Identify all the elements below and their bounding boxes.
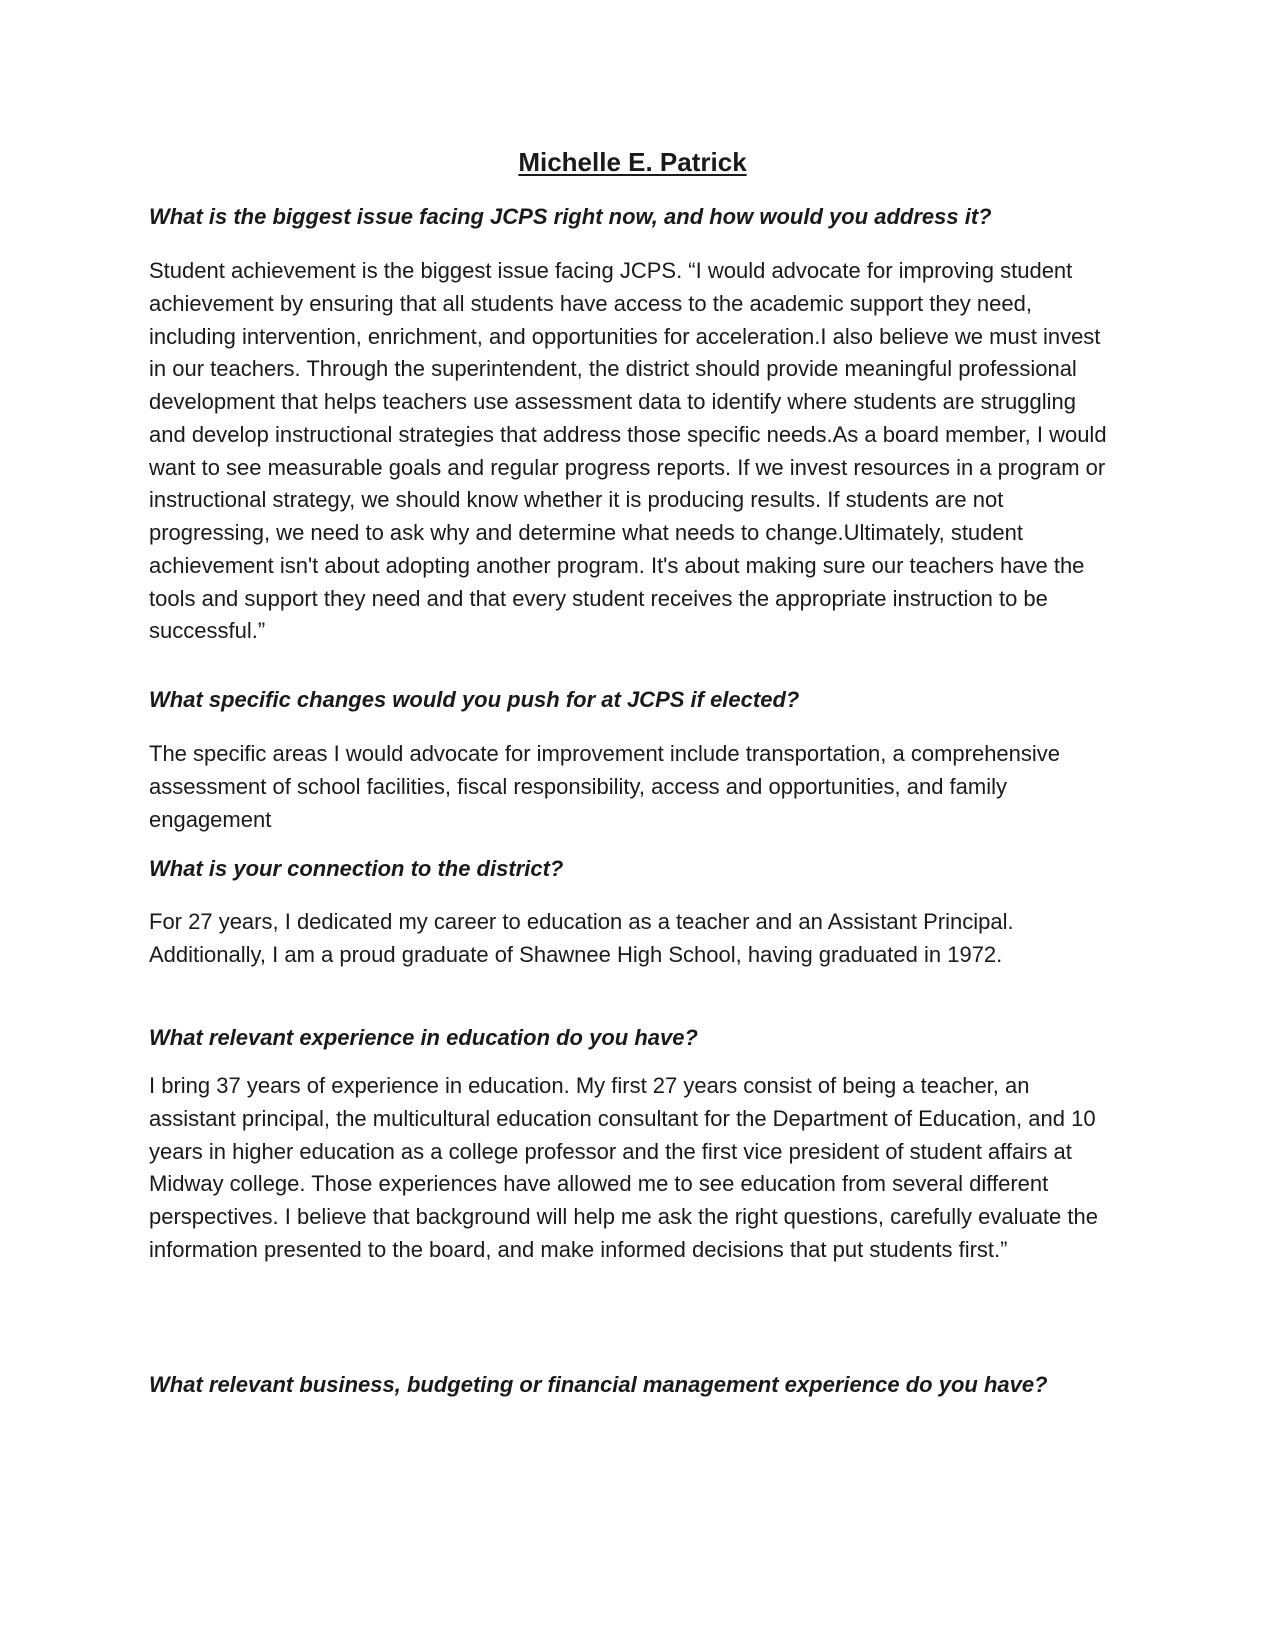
question-district-connection: What is your connection to the district? [149,856,564,881]
question-education-experience: What relevant experience in education do you have? [149,1025,698,1050]
page-title: Michelle E. Patrick [518,147,747,177]
answer-district-connection: For 27 years, I dedicated my career to education as a teacher and an Assistant Principal. Additionally, I am a proud graduate of Shawnee High School, having graduated in 1972. [149,909,1014,967]
question-financial-experience: What relevant business, budgeting or financial management experience do you have? [149,1372,1048,1397]
answer-specific-changes: The specific areas I would advocate for improvement include transportation, a comprehensive assessment of school facilities, fiscal responsibility, access and opportunities, and family engagement [149,741,1061,832]
question-specific-changes: What specific changes would you push for at JCPS if elected? [149,687,800,712]
answer-education-experience: I bring 37 years of experience in education. My first 27 years consist of being a teacher, an assistant principal, the multicultural education consultant for the Department of Education, and 10 years in higher education as a college professor and the first vice president of student affairs at Midway college. Those experiences have allowed me to see education from several different perspectives. I believe that background will help me ask the right questions, carefully evaluate the information presented to the board, and make informed decisions that put students first.” [149,1073,1098,1262]
question-biggest-issue: What is the biggest issue facing JCPS right now, and how would you address it? [149,204,992,229]
answer-biggest-issue: Student achievement is the biggest issue facing JCPS. “I would advocate for improving student achievement by ensuring that all students have access to the academic support they need, including intervention, enrichment, and opportunities for acceleration.I also believe we must invest in our teachers. Through the superintendent, the district should provide meaningful professional development that helps teachers use assessment data to identify where students are struggling and develop instructional strategies that address those specific needs.As a board member, I would want to see measurable goals and regular progress reports. If we invest resources in a program or instructional strategy, we should know whether it is producing results. If students are not progressing, we need to ask why and determine what needs to change.Ultimately, student achievement isn't about adopting another program. It's about making sure our teachers have the tools and support they need and that every student receives the appropriate instruction to be successful.” [149,258,1107,644]
